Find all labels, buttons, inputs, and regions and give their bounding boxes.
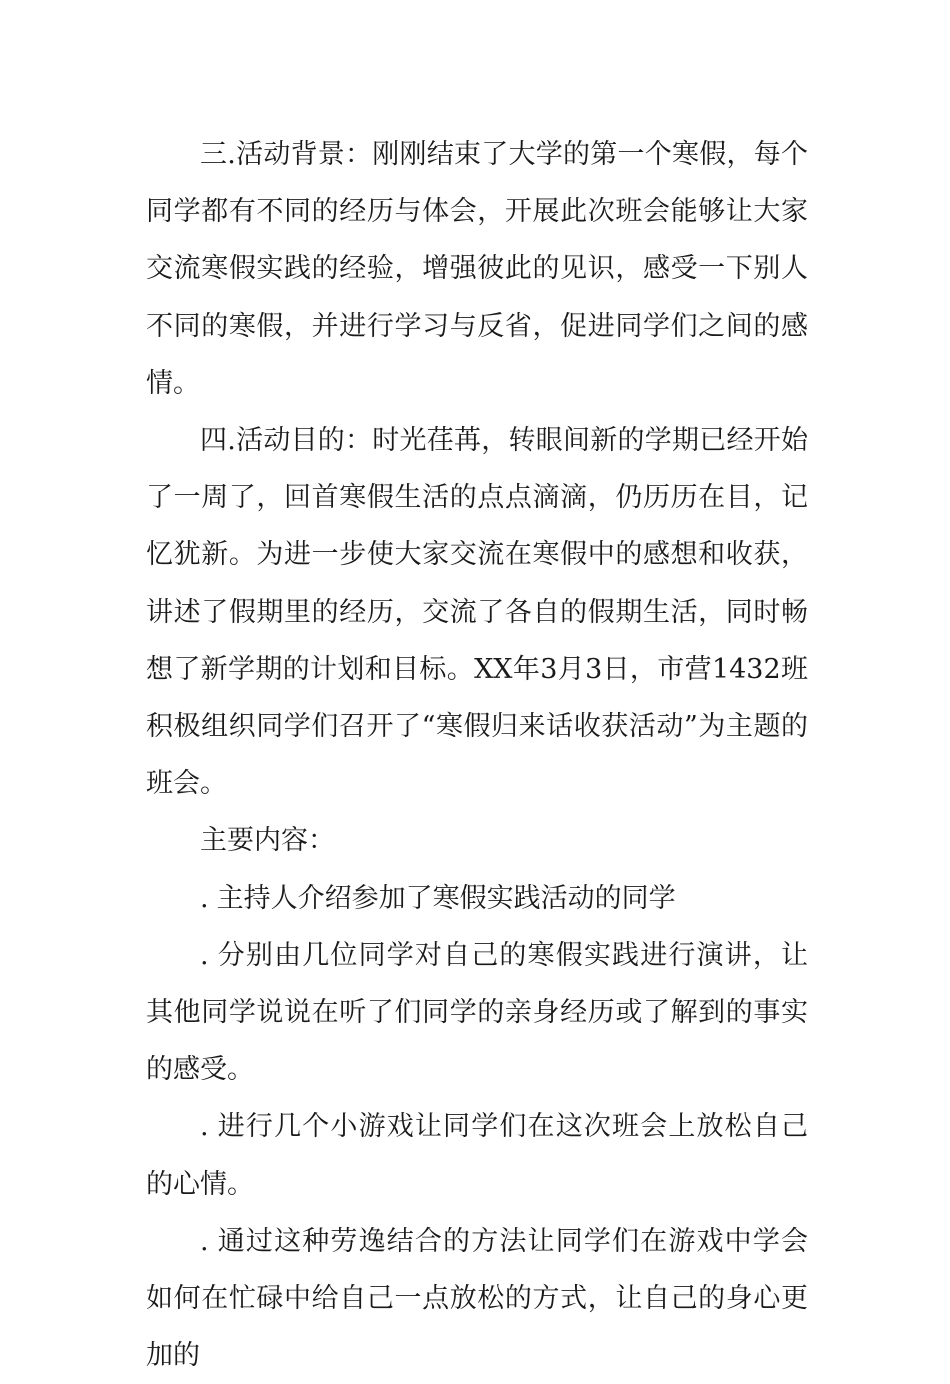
paragraph-main-content-heading: 主要内容： bbox=[200, 825, 335, 857]
list-bullet: . bbox=[200, 939, 209, 971]
list-item-text: 进行几个小游戏让同学们在这次班会上放松自己的心情。 bbox=[146, 1111, 808, 1200]
list-item-text: 通过这种劳逸结合的方法让同学们在游戏中学会如何在忙碌中给自己一点放松的方式，让自己的身心更加的 bbox=[146, 1225, 808, 1372]
list-item-student-speeches bbox=[146, 927, 808, 1099]
list-item-work-rest-balance bbox=[146, 1213, 808, 1384]
list-bullet: . bbox=[200, 1111, 209, 1143]
paragraph-activity-purpose: 四.活动目的：时光荏苒，转眼间新的学期已经开始了一周了，回首寒假生活的点点滴滴，仍历历在目，记忆犹新。为进一步使大家交流在寒假中的感想和收获，讲述了假期里的经历，交流了各自的假期生活，同时畅想了新学期的计划和目标。XX年3月3日，市营1432班积极组织同学们召开了“寒假归来话收获活动”为主题的班会。 bbox=[146, 425, 808, 800]
list-item-host-introduction bbox=[146, 870, 808, 927]
document-body bbox=[146, 126, 808, 1384]
list-item-text: 主持人介绍参加了寒假实践活动的同学 bbox=[216, 882, 676, 914]
paragraph-activity-background: 三.活动背景：刚刚结束了大学的第一个寒假，每个同学都有不同的经历与体会，开展此次班会能够让大家交流寒假实践的经验，增强彼此的见识，感受一下别人不同的寒假，并进行学习与反省，促进同学们之间的感情。 bbox=[146, 139, 808, 399]
list-bullet: . bbox=[200, 882, 209, 914]
list-bullet: . bbox=[200, 1225, 209, 1257]
list-item-games bbox=[146, 1098, 808, 1212]
list-item-text: 分别由几位同学对自己的寒假实践进行演讲，让其他同学说说在听了们同学的亲身经历或了解到的事实的感受。 bbox=[146, 939, 808, 1086]
